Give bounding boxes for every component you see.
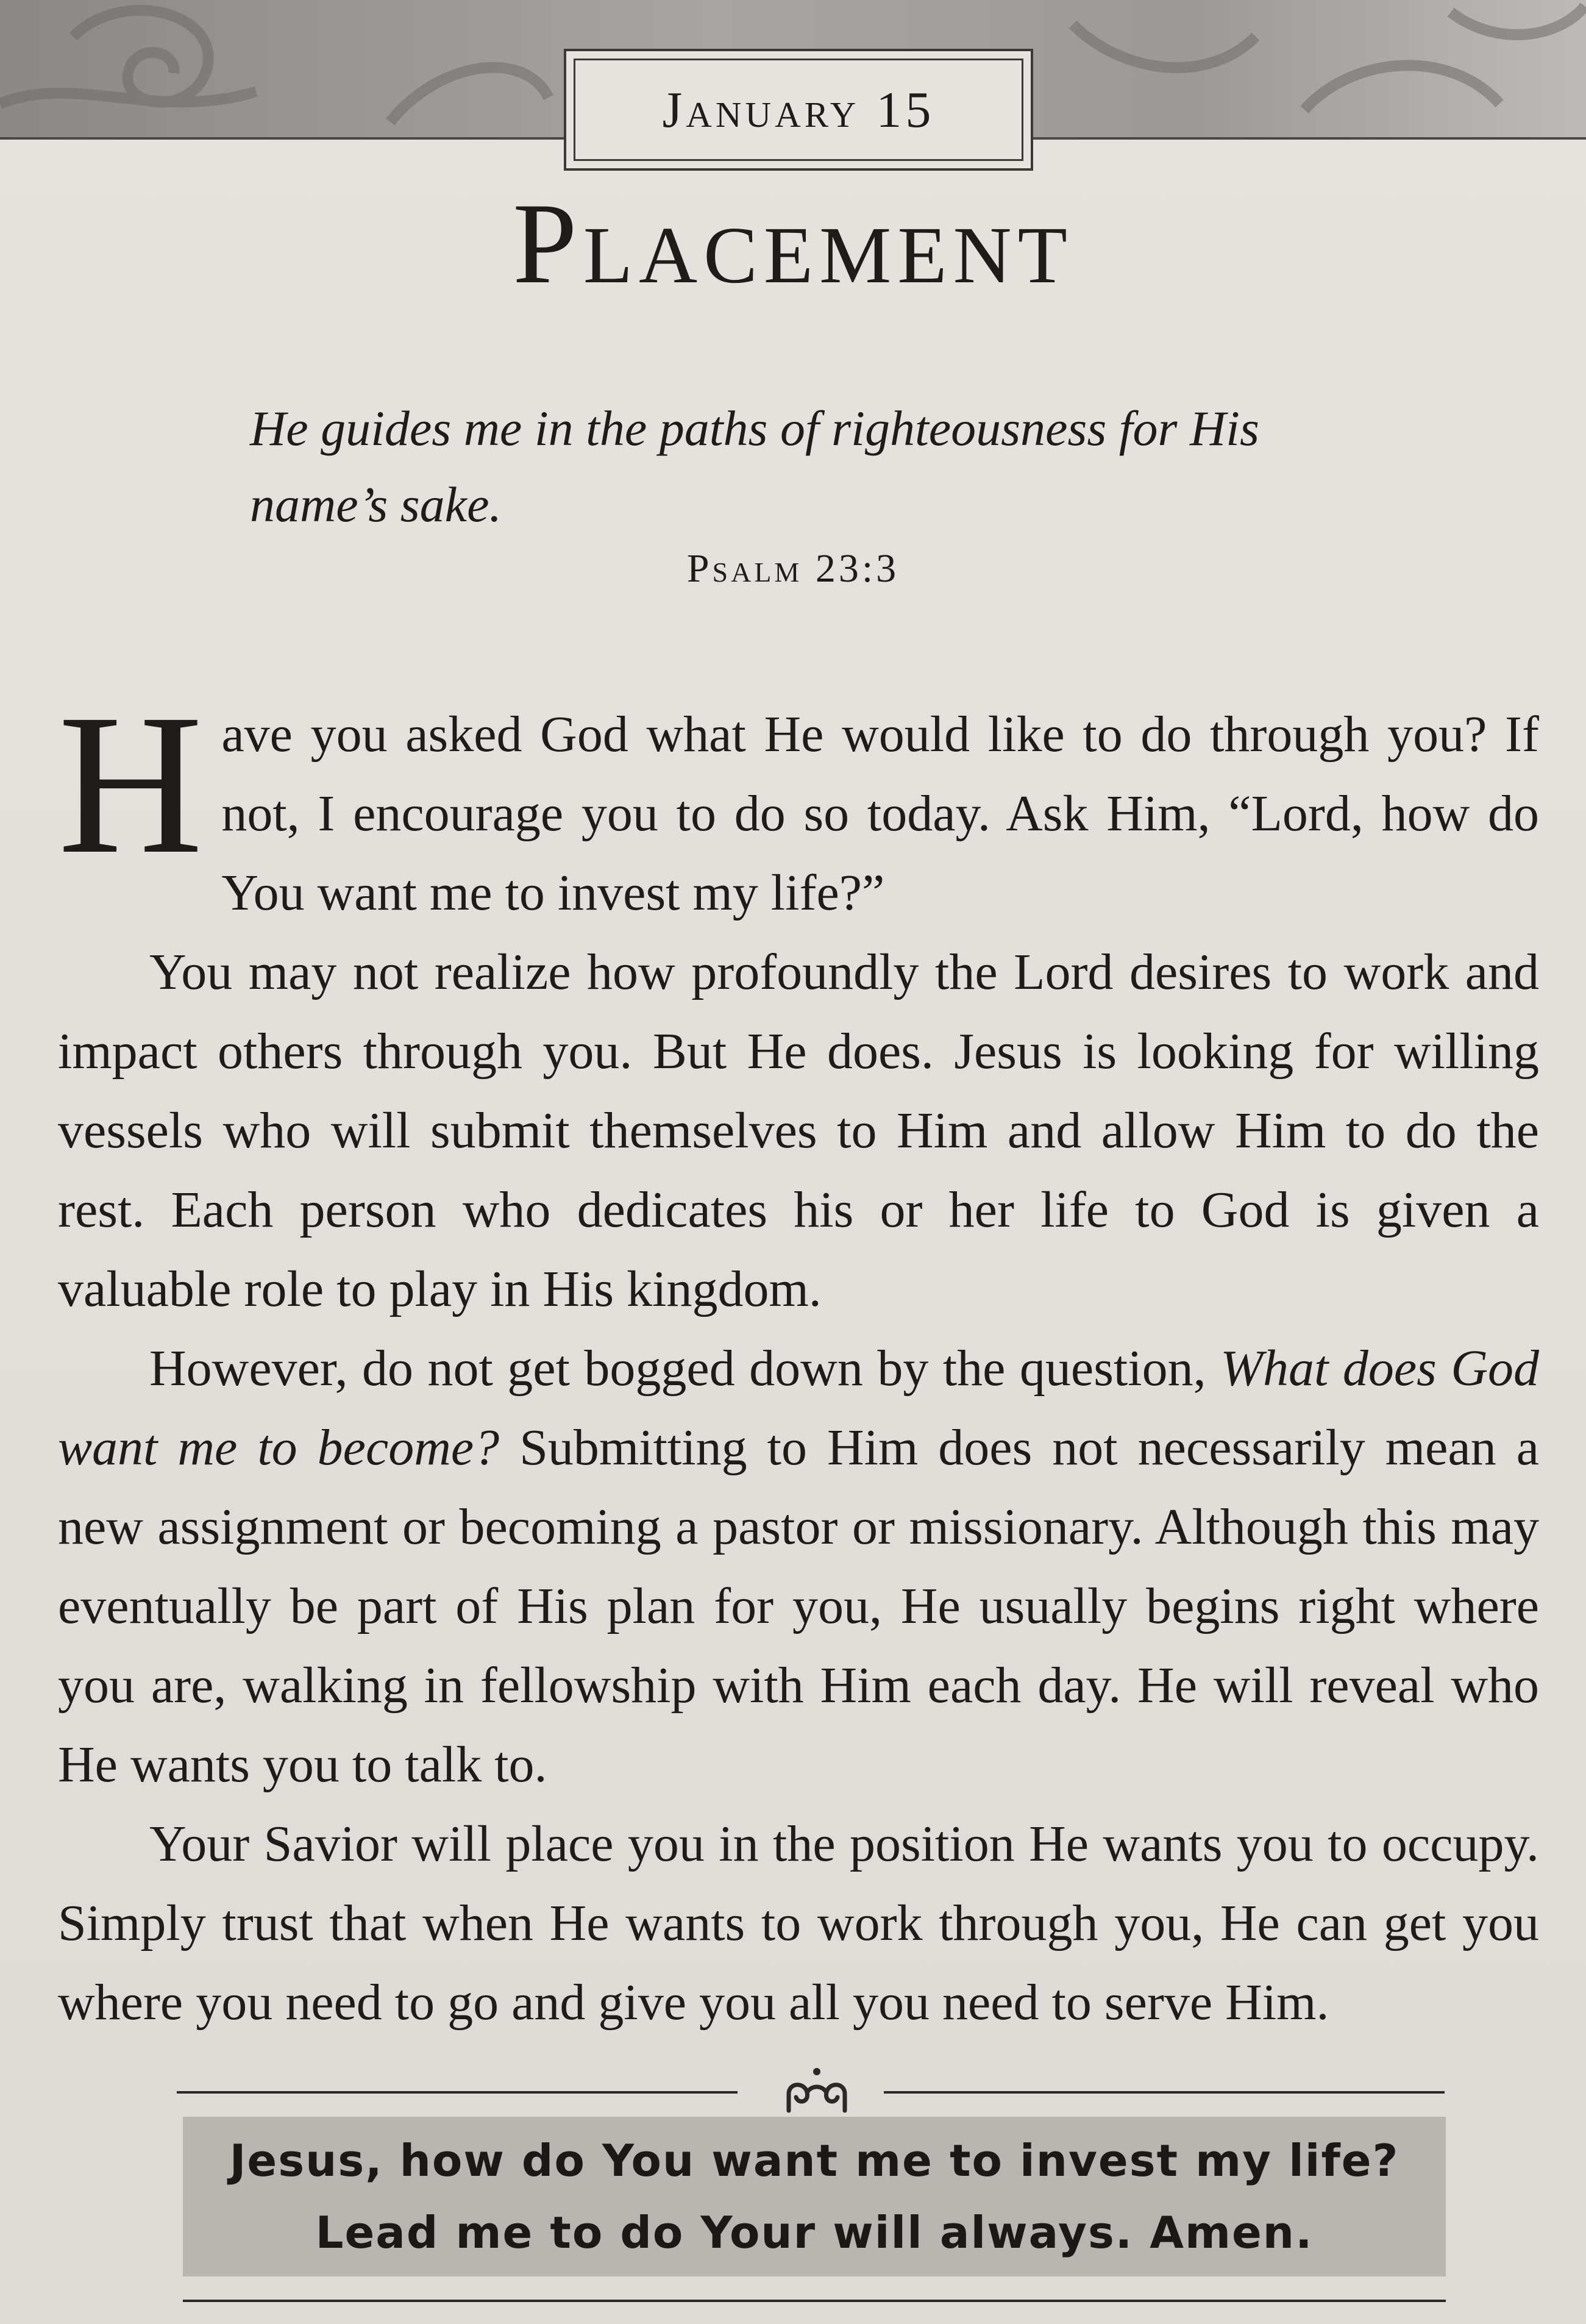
drop-cap: H [58,673,204,896]
paragraph-3-question: What does God want me to become? [58,1340,1539,1476]
scripture-verse: He guides me in the paths of righteousness for His name’s sake. [250,401,1259,532]
scroll-ornament-icon [780,2061,853,2122]
paragraph-3-lead: However, do not get bogged down by the question, [149,1340,1206,1397]
scripture-reference: Psalm 23:3 [686,546,900,591]
paragraph-1-text: ave you asked God what He would like to do through you? If not, I encourage you to do so today. Ask Him, “Lord, how do You want me to invest my life?” [221,706,1539,921]
paragraph-3 [58,1329,1539,1805]
paragraph-4: Your Savior will place you in the position He wants you to occupy. Simply trust that when He wants to work through you, He can get you where you need to go and give you all you need to serve Him. [58,1816,1539,2031]
date-heading: January 15 [662,81,935,138]
prayer-line-1: Jesus, how do You want me to invest my life? [229,2135,1399,2186]
divider-line-left [177,2091,738,2094]
prayer-line-2: Lead me to do Your will always. Amen. [315,2207,1314,2258]
paragraph-3-text: Submitting to Him does not necessarily mean a new assignment or becoming a pastor or missionary. Although this may eventually be part of His plan for you, He usually begins right where you are, walking in fellowship with Him each day. He will reveal who He wants you to talk to. [58,1419,1539,1793]
bottom-rule [183,2300,1446,2302]
prayer-box [183,2117,1446,2276]
divider-line-right [884,2091,1445,2094]
date-banner [564,49,1033,171]
devotion-body [58,673,1539,2042]
paragraph-2: You may not realize how profoundly the Lord desires to work and impact others through you. But He does. Jesus is looking for willing vessels who will submit themselves to Him and allow Him to do the rest. Each person who dedicates his or her life to God is given a valuable role to play in His kingdom. [58,944,1539,1317]
devotion-title: Placement [513,180,1073,308]
section-divider [177,2061,1445,2122]
paragraph-1 [58,673,1539,933]
